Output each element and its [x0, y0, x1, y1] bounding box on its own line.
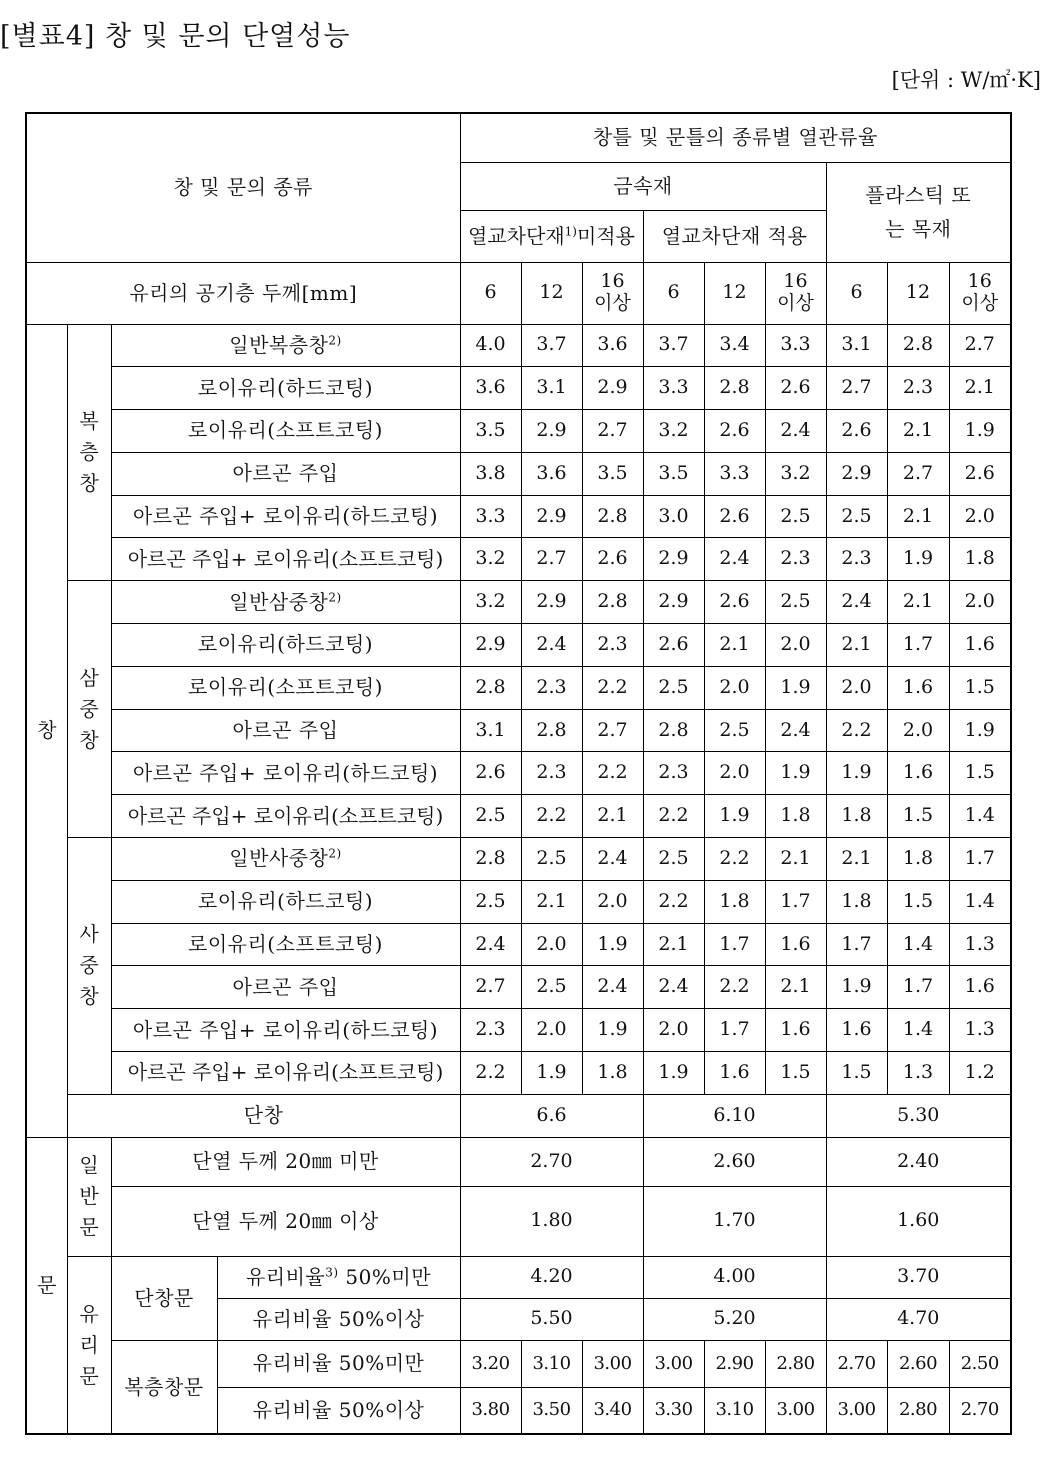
table-row — [26, 709, 1011, 752]
value-cell: 3.0 — [643, 495, 704, 538]
value-cell: 3.10 — [521, 1340, 582, 1387]
value-cell: 1.5 — [949, 752, 1011, 795]
value-cell: 2.8 — [582, 581, 643, 624]
value-cell: 2.1 — [765, 966, 826, 1009]
value-cell: 3.3 — [643, 367, 704, 410]
row-label: 일반복층창$^{2)}$ — [111, 324, 460, 367]
gap-header-gap_6: 6 — [643, 262, 704, 324]
value-cell: 2.6 — [949, 452, 1011, 495]
value-cell: 2.9 — [643, 538, 704, 581]
value-cell: 3.2 — [765, 452, 826, 495]
value-cell: 3.3 — [765, 324, 826, 367]
value-cell: 2.80 — [887, 1387, 949, 1434]
table-row — [26, 1340, 1011, 1387]
value-cell: 2.8 — [460, 666, 521, 709]
value-cell: 2.6 — [704, 410, 765, 453]
value-cell: 2.5 — [826, 495, 887, 538]
value-cell: 2.9 — [582, 367, 643, 410]
value-cell: 2.0 — [643, 1009, 704, 1052]
value-cell: 3.3 — [460, 495, 521, 538]
value-cell: 1.8 — [949, 538, 1011, 581]
value-cell: 3.20 — [460, 1340, 521, 1387]
value-cell: 1.9 — [949, 410, 1011, 453]
value-cell: 1.9 — [826, 752, 887, 795]
plastic-header: 플라스틱 또는 목재 — [826, 162, 1011, 262]
table-row — [26, 367, 1011, 410]
value-cell: 2.70 — [949, 1387, 1011, 1434]
value-cell: 2.3 — [521, 752, 582, 795]
value-cell: 2.9 — [521, 410, 582, 453]
value-cell: 2.2 — [826, 709, 887, 752]
door-category: 문 — [26, 1137, 67, 1434]
glass-door-label: 유 리 문 — [67, 1256, 111, 1434]
value-cell: 2.1 — [826, 838, 887, 881]
value-cell: 2.0 — [949, 495, 1011, 538]
value-cell: 2.7 — [460, 966, 521, 1009]
gap-header-gap_12: 12 — [887, 262, 949, 324]
value-cell: 3.10 — [704, 1387, 765, 1434]
value-cell: 2.0 — [704, 752, 765, 795]
value-cell: 2.1 — [704, 624, 765, 667]
value-cell: 2.1 — [887, 495, 949, 538]
value-cell: 3.5 — [582, 452, 643, 495]
gap-header-gap_12: 12 — [704, 262, 765, 324]
value-cell: 3.1 — [460, 709, 521, 752]
value-cell: 2.9 — [521, 581, 582, 624]
value-cell: 2.6 — [704, 581, 765, 624]
value-cell: 1.9 — [643, 1052, 704, 1095]
window-type-label: 사 중 창 — [67, 838, 111, 1095]
group-header: 창틀 및 문틀의 종류별 열관류율 — [460, 113, 1011, 162]
value-cell: 2.50 — [949, 1340, 1011, 1387]
table-row — [26, 581, 1011, 624]
value-cell: 2.4 — [704, 538, 765, 581]
row-label: 유리비율$^{3)}$ 50%미만 — [217, 1256, 460, 1298]
value-cell: 2.0 — [765, 624, 826, 667]
value-cell: 3.8 — [460, 452, 521, 495]
value-cell: 2.1 — [765, 838, 826, 881]
value-cell: 2.5 — [521, 838, 582, 881]
value-cell: 2.6 — [582, 538, 643, 581]
value-cell: 1.9 — [887, 538, 949, 581]
value-cell: 2.8 — [460, 838, 521, 881]
value-cell: 2.3 — [887, 367, 949, 410]
value-cell: 6.6 — [460, 1094, 643, 1137]
value-cell: 3.6 — [521, 452, 582, 495]
value-cell: 2.5 — [521, 966, 582, 1009]
row-label: 유리비율 50%미만 — [217, 1340, 460, 1387]
value-cell: 1.4 — [887, 923, 949, 966]
table-row — [26, 666, 1011, 709]
table-row — [26, 495, 1011, 538]
gap-header-gap_6: 6 — [460, 262, 521, 324]
value-cell: 2.4 — [643, 966, 704, 1009]
value-cell: 2.5 — [704, 709, 765, 752]
value-cell: 1.7 — [887, 966, 949, 1009]
value-cell: 4.00 — [643, 1256, 826, 1298]
break-header: 열교차단재 적용 — [643, 210, 826, 262]
row-label: 로이유리(하드코팅) — [111, 880, 460, 923]
row-label: 로이유리(소프트코팅) — [111, 923, 460, 966]
row-label: 아르곤 주입 — [111, 452, 460, 495]
value-cell: 1.4 — [949, 795, 1011, 838]
table-row — [26, 410, 1011, 453]
value-cell: 2.0 — [582, 880, 643, 923]
value-cell: 2.7 — [521, 538, 582, 581]
value-cell: 1.2 — [949, 1052, 1011, 1095]
air-gap-header: 유리의 공기층 두께[mm] — [26, 262, 460, 324]
value-cell: 2.1 — [643, 923, 704, 966]
general-door-label: 일 반 문 — [67, 1137, 111, 1256]
value-cell: 2.0 — [521, 923, 582, 966]
value-cell: 1.5 — [887, 795, 949, 838]
value-cell: 4.70 — [826, 1298, 1011, 1340]
value-cell: 3.70 — [826, 1256, 1011, 1298]
value-cell: 2.6 — [460, 752, 521, 795]
value-cell: 2.0 — [704, 666, 765, 709]
row-label: 아르곤 주입+ 로이유리(하드코팅) — [111, 495, 460, 538]
value-cell: 1.6 — [765, 1009, 826, 1052]
value-cell: 2.3 — [582, 624, 643, 667]
value-cell: 2.5 — [643, 838, 704, 881]
value-cell: 2.5 — [460, 880, 521, 923]
value-cell: 2.6 — [643, 624, 704, 667]
value-cell: 3.30 — [643, 1387, 704, 1434]
value-cell: 5.50 — [460, 1298, 643, 1340]
value-cell: 2.70 — [460, 1137, 643, 1186]
gap-header-gap_16: 16 이상 — [582, 262, 643, 324]
unit-label: [단위 : W/㎡·K] — [891, 68, 1041, 92]
value-cell: 1.9 — [765, 666, 826, 709]
value-cell: 3.7 — [643, 324, 704, 367]
value-cell: 1.80 — [460, 1186, 643, 1256]
value-cell: 3.80 — [460, 1387, 521, 1434]
table-row — [26, 1256, 1011, 1298]
value-cell: 3.1 — [521, 367, 582, 410]
value-cell: 3.40 — [582, 1387, 643, 1434]
value-cell: 2.6 — [826, 410, 887, 453]
value-cell: 1.6 — [887, 752, 949, 795]
value-cell: 2.1 — [949, 367, 1011, 410]
value-cell: 1.7 — [826, 923, 887, 966]
value-cell: 2.2 — [704, 838, 765, 881]
value-cell: 3.5 — [460, 410, 521, 453]
value-cell: 2.4 — [826, 581, 887, 624]
value-cell: 3.7 — [521, 324, 582, 367]
value-cell: 2.0 — [521, 1009, 582, 1052]
value-cell: 1.4 — [887, 1009, 949, 1052]
table-row — [26, 538, 1011, 581]
value-cell: 2.9 — [643, 581, 704, 624]
value-cell: 2.4 — [521, 624, 582, 667]
value-cell: 2.1 — [582, 795, 643, 838]
row-label: 아르곤 주입 — [111, 709, 460, 752]
value-cell: 2.9 — [826, 452, 887, 495]
value-cell: 1.9 — [582, 1009, 643, 1052]
insulation-table — [25, 112, 1012, 1435]
value-cell: 2.9 — [521, 495, 582, 538]
value-cell: 2.3 — [643, 752, 704, 795]
value-cell: 2.8 — [887, 324, 949, 367]
row-label: 아르곤 주입+ 로이유리(소프트코팅) — [111, 795, 460, 838]
value-cell: 1.8 — [887, 838, 949, 881]
page-title: [별표4] 창 및 문의 단열성능 — [0, 21, 351, 52]
value-cell: 2.2 — [643, 880, 704, 923]
value-cell: 1.70 — [643, 1186, 826, 1256]
row-label: 단열 두께 20㎜ 미만 — [111, 1137, 460, 1186]
value-cell: 2.4 — [765, 709, 826, 752]
value-cell: 2.9 — [460, 624, 521, 667]
value-cell: 1.8 — [582, 1052, 643, 1095]
value-cell: 1.7 — [949, 838, 1011, 881]
gap-header-gap_16: 16 이상 — [949, 262, 1011, 324]
value-cell: 2.60 — [887, 1340, 949, 1387]
value-cell: 2.0 — [887, 709, 949, 752]
table-row — [26, 923, 1011, 966]
table-row — [26, 1009, 1011, 1052]
row-label: 아르곤 주입 — [111, 966, 460, 1009]
value-cell: 1.7 — [704, 923, 765, 966]
gap-header-gap_16: 16 이상 — [765, 262, 826, 324]
value-cell: 2.7 — [887, 452, 949, 495]
value-cell: 1.3 — [949, 1009, 1011, 1052]
value-cell: 5.30 — [826, 1094, 1011, 1137]
row-label: 일반삼중창$^{2)}$ — [111, 581, 460, 624]
window-type-label: 삼 중 창 — [67, 581, 111, 838]
value-cell: 2.0 — [949, 581, 1011, 624]
value-cell: 2.5 — [765, 495, 826, 538]
table-row — [26, 1186, 1011, 1256]
value-cell: 2.7 — [582, 709, 643, 752]
value-cell: 1.9 — [704, 795, 765, 838]
value-cell: 1.5 — [765, 1052, 826, 1095]
table-row — [26, 795, 1011, 838]
value-cell: 2.8 — [643, 709, 704, 752]
value-cell: 1.8 — [826, 880, 887, 923]
value-cell: 3.00 — [765, 1387, 826, 1434]
value-cell: 2.7 — [582, 410, 643, 453]
value-cell: 3.1 — [826, 324, 887, 367]
table-row — [26, 966, 1011, 1009]
value-cell: 1.7 — [765, 880, 826, 923]
table-row — [26, 324, 1011, 367]
value-cell: 1.6 — [704, 1052, 765, 1095]
value-cell: 5.20 — [643, 1298, 826, 1340]
value-cell: 1.8 — [704, 880, 765, 923]
double-door-label: 복층창문 — [111, 1340, 217, 1434]
value-cell: 1.5 — [826, 1052, 887, 1095]
value-cell: 1.8 — [826, 795, 887, 838]
value-cell: 2.1 — [887, 410, 949, 453]
value-cell: 2.1 — [826, 624, 887, 667]
type-header: 창 및 문의 종류 — [26, 113, 460, 262]
table-row — [26, 838, 1011, 881]
value-cell: 1.4 — [949, 880, 1011, 923]
value-cell: 3.5 — [643, 452, 704, 495]
gap-header-gap_6: 6 — [826, 262, 887, 324]
row-label: 로이유리(하드코팅) — [111, 624, 460, 667]
single-door-label: 단창문 — [111, 1256, 217, 1340]
value-cell: 1.60 — [826, 1186, 1011, 1256]
value-cell: 1.6 — [826, 1009, 887, 1052]
row-label: 아르곤 주입+ 로이유리(소프트코팅) — [111, 538, 460, 581]
value-cell: 1.6 — [887, 666, 949, 709]
table-row — [26, 1137, 1011, 1186]
value-cell: 2.4 — [765, 410, 826, 453]
value-cell: 2.0 — [826, 666, 887, 709]
row-label: 로이유리(소프트코팅) — [111, 666, 460, 709]
value-cell: 4.20 — [460, 1256, 643, 1298]
row-label: 로이유리(소프트코팅) — [111, 410, 460, 453]
row-label: 유리비율 50%이상 — [217, 1298, 460, 1340]
gap-header-gap_12: 12 — [521, 262, 582, 324]
value-cell: 2.70 — [826, 1340, 887, 1387]
value-cell: 2.2 — [704, 966, 765, 1009]
value-cell: 3.00 — [826, 1387, 887, 1434]
value-cell: 1.9 — [582, 923, 643, 966]
value-cell: 6.10 — [643, 1094, 826, 1137]
value-cell: 2.8 — [704, 367, 765, 410]
value-cell: 2.7 — [826, 367, 887, 410]
value-cell: 2.4 — [582, 966, 643, 1009]
row-label: 일반사중창$^{2)}$ — [111, 838, 460, 881]
row-label: 로이유리(하드코팅) — [111, 367, 460, 410]
value-cell: 1.9 — [521, 1052, 582, 1095]
table-row — [26, 752, 1011, 795]
value-cell: 3.3 — [704, 452, 765, 495]
value-cell: 2.3 — [460, 1009, 521, 1052]
value-cell: 2.90 — [704, 1340, 765, 1387]
table-row — [26, 624, 1011, 667]
value-cell: 2.2 — [460, 1052, 521, 1095]
value-cell: 2.2 — [582, 666, 643, 709]
value-cell: 1.3 — [949, 923, 1011, 966]
value-cell: 2.4 — [460, 923, 521, 966]
value-cell: 2.7 — [949, 324, 1011, 367]
table-row — [26, 1094, 1011, 1137]
table-row — [26, 880, 1011, 923]
value-cell: 2.3 — [765, 538, 826, 581]
value-cell: 1.9 — [949, 709, 1011, 752]
value-cell: 2.3 — [826, 538, 887, 581]
value-cell: 2.80 — [765, 1340, 826, 1387]
value-cell: 3.00 — [582, 1340, 643, 1387]
value-cell: 3.4 — [704, 324, 765, 367]
value-cell: 2.1 — [887, 581, 949, 624]
value-cell: 2.6 — [704, 495, 765, 538]
value-cell: 2.8 — [582, 495, 643, 538]
value-cell: 3.00 — [643, 1340, 704, 1387]
value-cell: 2.40 — [826, 1137, 1011, 1186]
value-cell: 3.6 — [582, 324, 643, 367]
value-cell: 2.8 — [521, 709, 582, 752]
value-cell: 4.0 — [460, 324, 521, 367]
row-label: 유리비율 50%이상 — [217, 1387, 460, 1434]
no-break-header: 열교차단재$^{1)}$미적용 — [460, 210, 643, 262]
value-cell: 3.2 — [460, 538, 521, 581]
window-category: 창 — [26, 324, 67, 1137]
value-cell: 1.6 — [765, 923, 826, 966]
table-row — [26, 1052, 1011, 1095]
row-label: 단창 — [67, 1094, 460, 1137]
row-label: 아르곤 주입+ 로이유리(하드코팅) — [111, 1009, 460, 1052]
row-label: 아르곤 주입+ 로이유리(하드코팅) — [111, 752, 460, 795]
metal-header: 금속재 — [460, 162, 826, 210]
value-cell: 2.2 — [643, 795, 704, 838]
value-cell: 1.6 — [949, 966, 1011, 1009]
row-label: 아르곤 주입+ 로이유리(소프트코팅) — [111, 1052, 460, 1095]
value-cell: 1.9 — [765, 752, 826, 795]
value-cell: 2.2 — [521, 795, 582, 838]
value-cell: 3.2 — [643, 410, 704, 453]
value-cell: 1.8 — [765, 795, 826, 838]
value-cell: 2.1 — [521, 880, 582, 923]
value-cell: 1.7 — [887, 624, 949, 667]
value-cell: 1.6 — [949, 624, 1011, 667]
value-cell: 2.4 — [582, 838, 643, 881]
value-cell: 2.5 — [460, 795, 521, 838]
value-cell: 2.5 — [765, 581, 826, 624]
value-cell: 2.5 — [643, 666, 704, 709]
value-cell: 3.2 — [460, 581, 521, 624]
value-cell: 1.7 — [704, 1009, 765, 1052]
value-cell: 2.6 — [765, 367, 826, 410]
value-cell: 2.2 — [582, 752, 643, 795]
value-cell: 2.60 — [643, 1137, 826, 1186]
row-label: 단열 두께 20㎜ 이상 — [111, 1186, 460, 1256]
window-type-label: 복 층 창 — [67, 324, 111, 581]
table-row — [26, 452, 1011, 495]
value-cell: 2.3 — [521, 666, 582, 709]
value-cell: 1.5 — [949, 666, 1011, 709]
value-cell: 1.9 — [826, 966, 887, 1009]
value-cell: 3.6 — [460, 367, 521, 410]
value-cell: 3.50 — [521, 1387, 582, 1434]
value-cell: 1.5 — [887, 880, 949, 923]
value-cell: 1.3 — [887, 1052, 949, 1095]
